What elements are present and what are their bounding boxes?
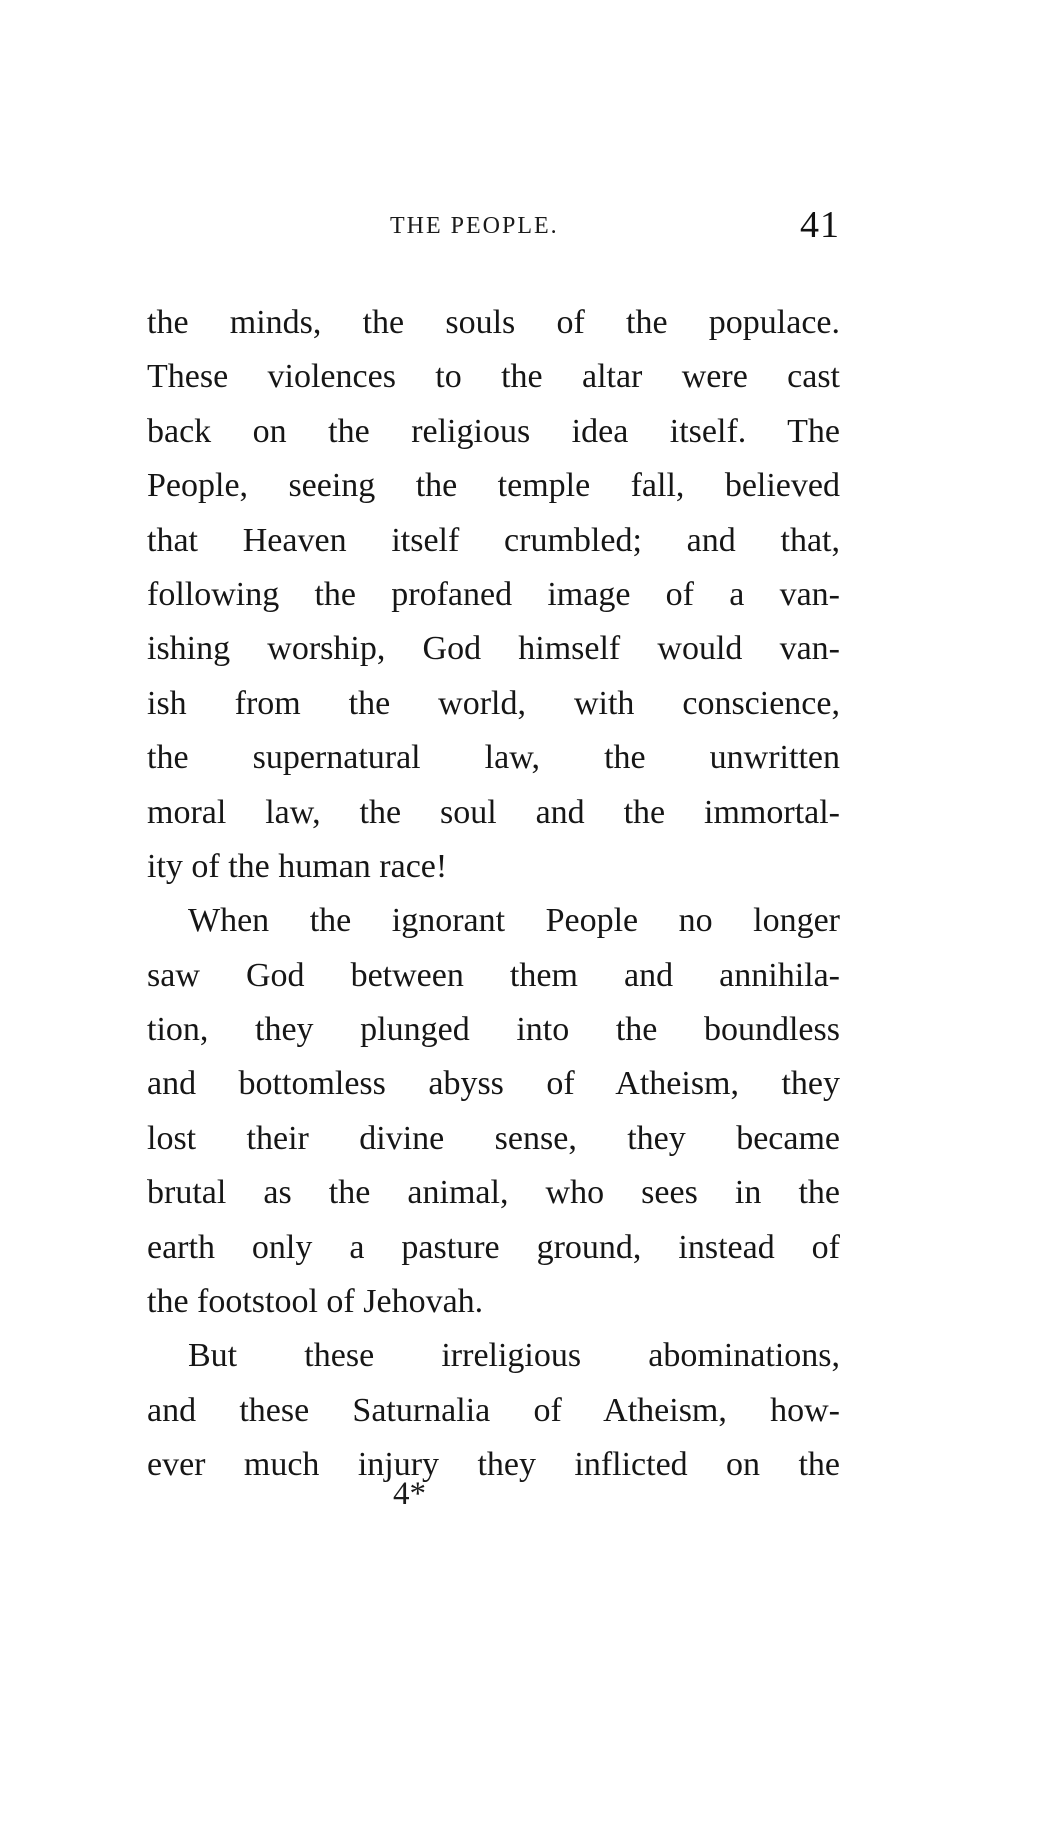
page-number: 41 xyxy=(800,204,840,246)
text-line: ever much injury they inflicted on the xyxy=(147,1446,840,1484)
running-head: THE PEOPLE. xyxy=(390,213,559,239)
text-line: brutal as the animal, who sees in the xyxy=(147,1174,840,1212)
text-line: People, seeing the temple fall, believed xyxy=(147,467,840,505)
body-text xyxy=(147,296,840,1493)
text-line: back on the religious idea itself. The xyxy=(147,412,840,450)
text-line: earth only a pasture ground, instead of xyxy=(147,1228,840,1266)
text-line: the footstool of Jehovah. xyxy=(147,1283,484,1321)
text-line: When the ignorant People no longer xyxy=(188,902,840,940)
text-line: and bottomless abyss of Atheism, they xyxy=(147,1065,840,1103)
page-header xyxy=(147,203,840,251)
text-line: that Heaven itself crumbled; and that, xyxy=(147,521,840,559)
text-line: But these irreligious abominations, xyxy=(188,1337,840,1375)
text-line: saw God between them and annihila- xyxy=(147,956,840,994)
text-line: lost their divine sense, they became xyxy=(147,1119,840,1157)
text-line: following the profaned image of a van- xyxy=(147,575,840,613)
text-line: and these Saturnalia of Atheism, how- xyxy=(147,1391,840,1429)
text-line: ish from the world, with conscience, xyxy=(147,684,840,722)
text-line: ity of the human race! xyxy=(147,847,448,885)
text-line: These violences to the altar were cast xyxy=(147,358,840,396)
text-line: tion, they plunged into the boundless xyxy=(147,1011,840,1049)
paragraph-3 xyxy=(147,1329,840,1492)
text-line: the supernatural law, the unwritten xyxy=(147,739,840,777)
text-line: ishing worship, God himself would van- xyxy=(147,630,840,668)
signature-mark: 4* xyxy=(393,1476,426,1512)
paragraph-2 xyxy=(147,894,840,1329)
text-line: the minds, the souls of the populace. xyxy=(147,304,840,341)
text-line: moral law, the soul and the immortal- xyxy=(147,793,840,831)
paragraph-1 xyxy=(147,296,840,894)
